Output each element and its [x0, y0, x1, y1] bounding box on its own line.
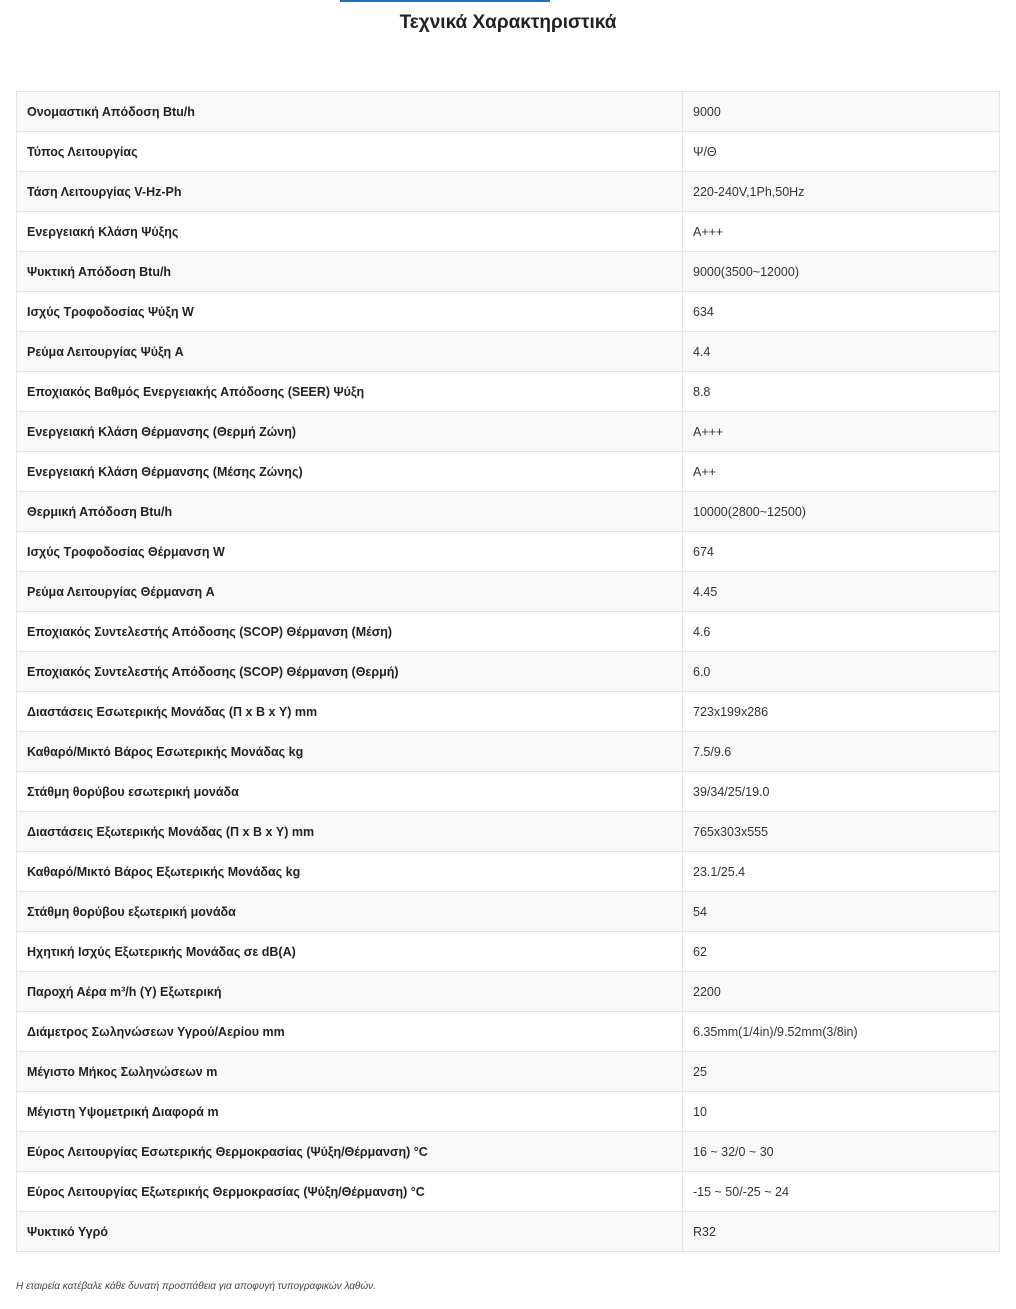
spec-value: 8.8 — [683, 372, 1000, 412]
spec-label: Στάθμη θορύβου εσωτερική μονάδα — [17, 772, 683, 812]
spec-value: 25 — [683, 1052, 1000, 1092]
spec-row — [17, 1172, 1000, 1212]
specifications-table-body — [17, 92, 1000, 1252]
specifications-table — [16, 91, 1000, 1252]
spec-label: Διάμετρος Σωληνώσεων Υγρού/Αερίου mm — [17, 1012, 683, 1052]
spec-label: Μέγιστο Μήκος Σωληνώσεων m — [17, 1052, 683, 1092]
disclaimer-footnote: Η εταιρεία κατέβαλε κάθε δυνατή προσπάθεια για αποφυγή τυπογραφικών λαθών. — [16, 1281, 376, 1292]
spec-label: Ενεργειακή Κλάση Ψύξης — [17, 212, 683, 252]
spec-label: Εποχιακός Συντελεστής Απόδοσης (SCOP) Θέρμανση (Μέση) — [17, 612, 683, 652]
spec-value: -15 ~ 50/-25 ~ 24 — [683, 1172, 1000, 1212]
spec-label: Στάθμη θορύβου εξωτερική μονάδα — [17, 892, 683, 932]
spec-value: R32 — [683, 1212, 1000, 1252]
spec-row — [17, 852, 1000, 892]
spec-value: A+++ — [683, 212, 1000, 252]
page-title: Τεχνικά Χαρακτηριστικά — [399, 12, 617, 33]
spec-label: Ψυκτική Απόδοση Btu/h — [17, 252, 683, 292]
spec-value: 39/34/25/19.0 — [683, 772, 1000, 812]
spec-value: 9000(3500~12000) — [683, 252, 1000, 292]
spec-row — [17, 652, 1000, 692]
spec-row — [17, 772, 1000, 812]
spec-label: Ηχητική Ισχύς Εξωτερικής Μονάδας σε dB(A) — [17, 932, 683, 972]
spec-label: Ισχύς Τροφοδοσίας Θέρμανση W — [17, 532, 683, 572]
spec-label: Ισχύς Τροφοδοσίας Ψύξη W — [17, 292, 683, 332]
spec-row — [17, 452, 1000, 492]
spec-value: 634 — [683, 292, 1000, 332]
spec-value: 4.45 — [683, 572, 1000, 612]
spec-label: Τύπος Λειτουργίας — [17, 132, 683, 172]
spec-row — [17, 1132, 1000, 1172]
spec-row — [17, 1092, 1000, 1132]
spec-row — [17, 812, 1000, 852]
spec-row — [17, 572, 1000, 612]
spec-row — [17, 212, 1000, 252]
spec-value: 4.6 — [683, 612, 1000, 652]
spec-row — [17, 612, 1000, 652]
spec-label: Διαστάσεις Εσωτερικής Μονάδας (Π x Β x Υ) mm — [17, 692, 683, 732]
spec-label: Θερμική Απόδοση Btu/h — [17, 492, 683, 532]
spec-label: Ενεργειακή Κλάση Θέρμανσης (Θερμή Ζώνη) — [17, 412, 683, 452]
spec-value: 765x303x555 — [683, 812, 1000, 852]
spec-row — [17, 172, 1000, 212]
spec-value: 674 — [683, 532, 1000, 572]
spec-row — [17, 1212, 1000, 1252]
spec-label: Τάση Λειτουργίας V-Hz-Ph — [17, 172, 683, 212]
spec-row — [17, 1012, 1000, 1052]
spec-label: Καθαρό/Μικτό Βάρος Εσωτερικής Μονάδας kg — [17, 732, 683, 772]
active-tab-indicator — [340, 0, 550, 2]
spec-value: 10 — [683, 1092, 1000, 1132]
spec-label: Παροχή Αέρα m³/h (Υ) Εξωτερική — [17, 972, 683, 1012]
spec-row — [17, 412, 1000, 452]
spec-value: A+++ — [683, 412, 1000, 452]
spec-value: 6.35mm(1/4in)/9.52mm(3/8in) — [683, 1012, 1000, 1052]
spec-value: 6.0 — [683, 652, 1000, 692]
spec-value: Ψ/Θ — [683, 132, 1000, 172]
spec-value: 54 — [683, 892, 1000, 932]
spec-label: Ενεργειακή Κλάση Θέρμανσης (Μέσης Ζώνης) — [17, 452, 683, 492]
spec-row — [17, 932, 1000, 972]
spec-value: 62 — [683, 932, 1000, 972]
spec-label: Εύρος Λειτουργίας Εξωτερικής Θερμοκρασίας (Ψύξη/Θέρμανση) °C — [17, 1172, 683, 1212]
spec-value: 4.4 — [683, 332, 1000, 372]
spec-value: 723x199x286 — [683, 692, 1000, 732]
spec-label: Ονομαστική Απόδοση Btu/h — [17, 92, 683, 132]
spec-value: 220-240V,1Ph,50Hz — [683, 172, 1000, 212]
spec-row — [17, 692, 1000, 732]
spec-value: 23.1/25.4 — [683, 852, 1000, 892]
spec-value: 7.5/9.6 — [683, 732, 1000, 772]
spec-row — [17, 532, 1000, 572]
spec-row — [17, 252, 1000, 292]
spec-row — [17, 332, 1000, 372]
spec-label: Εύρος Λειτουργίας Εσωτερικής Θερμοκρασίας (Ψύξη/Θέρμανση) °C — [17, 1132, 683, 1172]
spec-label: Ρεύμα Λειτουργίας Θέρμανση A — [17, 572, 683, 612]
spec-value: 2200 — [683, 972, 1000, 1012]
spec-label: Εποχιακός Συντελεστής Απόδοσης (SCOP) Θέρμανση (Θερμή) — [17, 652, 683, 692]
spec-row — [17, 1052, 1000, 1092]
spec-row — [17, 492, 1000, 532]
spec-label: Εποχιακός Βαθμός Ενεργειακής Απόδοσης (SEER) Ψύξη — [17, 372, 683, 412]
spec-row — [17, 892, 1000, 932]
spec-label: Μέγιστη Υψομετρική Διαφορά m — [17, 1092, 683, 1132]
spec-row — [17, 92, 1000, 132]
spec-row — [17, 292, 1000, 332]
spec-row — [17, 972, 1000, 1012]
spec-label: Ψυκτικό Υγρό — [17, 1212, 683, 1252]
spec-label: Διαστάσεις Εξωτερικής Μονάδας (Π x Β x Υ) mm — [17, 812, 683, 852]
spec-value: 9000 — [683, 92, 1000, 132]
spec-row — [17, 372, 1000, 412]
spec-label: Καθαρό/Μικτό Βάρος Εξωτερικής Μονάδας kg — [17, 852, 683, 892]
spec-label: Ρεύμα Λειτουργίας Ψύξη A — [17, 332, 683, 372]
spec-value: 10000(2800~12500) — [683, 492, 1000, 532]
spec-row — [17, 732, 1000, 772]
spec-value: 16 ~ 32/0 ~ 30 — [683, 1132, 1000, 1172]
spec-value: A++ — [683, 452, 1000, 492]
spec-row — [17, 132, 1000, 172]
